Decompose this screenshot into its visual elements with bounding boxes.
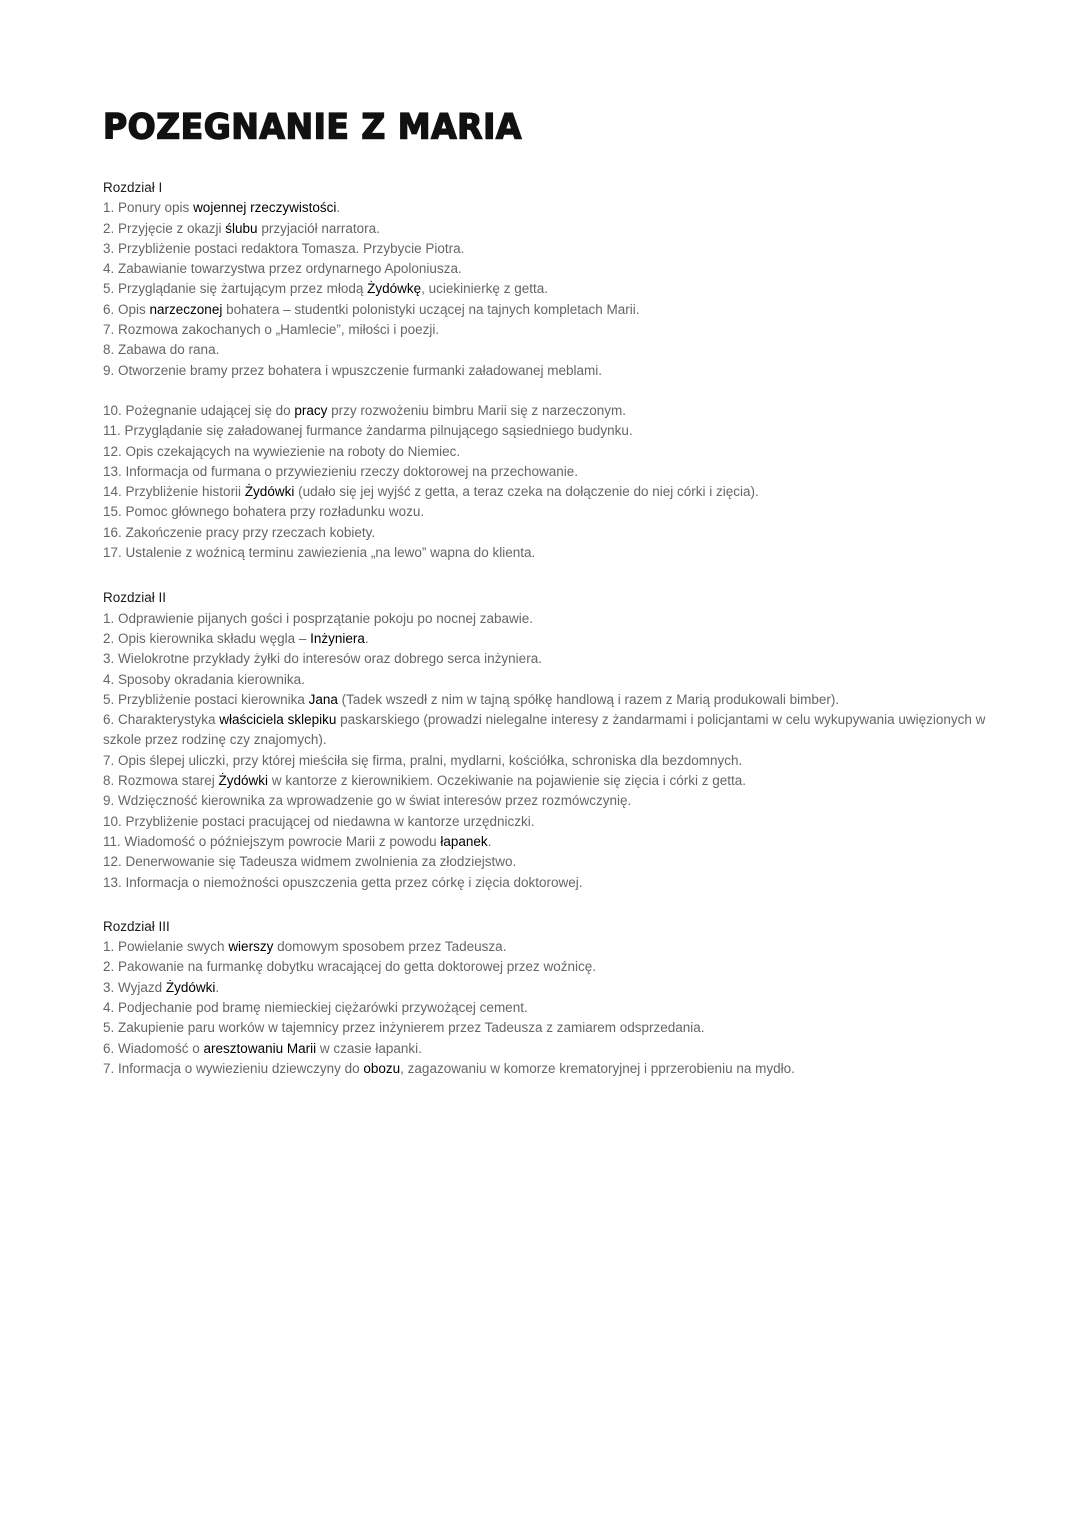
item-text: . [487,833,492,849]
list-item [103,1018,993,1038]
list-item [103,259,993,279]
item-text: przy rozwożeniu bimbru Marii się z narzeczonym. [327,402,627,418]
item-text: 12. Opis czekających na wywiezienie na roboty do Niemiec. [103,443,461,459]
event-list [103,198,993,381]
list-item [103,832,993,852]
emphasized-term: Żydówki [218,773,269,789]
list-item [103,421,993,441]
list-item [103,873,993,893]
document-page [103,104,993,1079]
item-text: . [364,630,369,646]
list-item [103,852,993,872]
item-text: 11. Przyglądanie się załadowanej furmance żandarma pilnującego sąsiedniego budynku. [103,423,633,439]
list-item [103,300,993,320]
list-item [103,198,993,218]
item-text: 5. Przybliżenie postaci kierownika [103,691,309,707]
item-text: 4. Sposoby okradania kierownika. [103,671,305,687]
list-item [103,482,993,502]
emphasized-term: Żydówki [165,979,216,995]
list-item [103,690,993,710]
item-text: 3. Wyjazd [103,979,166,995]
item-text: 6. Charakterystyka [103,712,220,728]
list-item [103,937,993,957]
item-text: 7. Rozmowa zakochanych o „Hamlecie”, miłości i poezji. [103,322,440,338]
emphasized-term: Inżyniera [310,630,365,646]
item-text: 2. Przyjęcie z okazji [103,220,226,236]
list-item [103,502,993,522]
list-item [103,442,993,462]
item-text: 8. Zabawa do rana. [103,342,220,358]
emphasized-term: obozu [363,1060,401,1076]
item-text: 1. Powielanie swych [103,939,229,955]
emphasized-term: wierszy [228,939,274,955]
emphasized-term: Żydówkę [367,281,422,297]
item-text: 4. Zabawianie towarzystwa przez ordynarnego Apoloniusza. [103,261,462,277]
emphasized-term: pracy [294,402,328,418]
chapter-section [103,178,993,563]
item-text: 11. Wiadomość o późniejszym powrocie Marii z powodu [103,833,441,849]
item-text: 9. Otworzenie bramy przez bohatera i wpuszczenie furmanki załadowanej meblami. [103,362,602,378]
item-text: 7. Opis ślepej uliczki, przy której mieściła się firma, pralni, mydlarni, kościółka, schroniska dla bezdomnych. [103,752,743,768]
list-item [103,462,993,482]
item-text: 16. Zakończenie pracy przy rzeczach kobiety. [103,524,376,540]
item-text: domowym sposobem przez Tadeusza. [273,939,507,955]
item-text: 6. Opis [103,301,150,317]
item-text: 17. Ustalenie z woźnicą terminu zawiezienia „na lewo” wapna do klienta. [103,545,536,561]
list-item [103,523,993,543]
item-text: . [336,200,341,216]
paragraph-gap [103,381,993,401]
list-item [103,1039,993,1059]
item-text: 13. Informacja od furmana o przywiezieniu rzeczy doktorowej na przechowanie. [103,463,578,479]
chapter-heading: Rozdział I [103,180,163,195]
item-text: 8. Rozmowa starej [103,773,219,789]
list-item [103,279,993,299]
item-text: 6. Wiadomość o [103,1040,204,1056]
item-text: , uciekinierkę z getta. [421,281,548,297]
list-item [103,751,993,771]
item-text: 9. Wdzięczność kierownika za wprowadzenie go w świat interesów przez rozmówczynię. [103,793,632,809]
item-text: 12. Denerwowanie się Tadeusza widmem zwolnienia za złodziejstwo. [103,854,517,870]
item-text: 1. Ponury opis [103,200,194,216]
item-text: 1. Odprawienie pijanych gości i posprzątanie pokoju po nocnej zabawie. [103,610,534,626]
item-text: (Tadek wszedł z nim w tajną spółkę handlową i razem z Marią produkowali bimber). [337,691,840,707]
item-text: bohatera – studentki polonistyki uczącej na tajnych kompletach Marii. [222,301,640,317]
list-item [103,957,993,977]
emphasized-term: narzeczonej [149,301,223,317]
item-text: (udało się jej wyjść z getta, a teraz czeka na dołączenie do niej córki i zięcia). [294,484,759,500]
item-text: przyjaciół narratora. [257,220,380,236]
item-text: 5. Przyglądanie się żartującym przez młodą [103,281,368,297]
emphasized-term: łapanek [440,833,488,849]
emphasized-term: ślubu [225,220,258,236]
chapter-section [103,917,993,1079]
item-text: . [215,979,220,995]
chapter-gap [103,893,993,917]
emphasized-term: właściciela sklepiku [219,712,337,728]
event-list [103,609,993,893]
item-text: 10. Przybliżenie postaci pracującej od niedawna w kantorze urzędniczki. [103,813,535,829]
emphasized-term: wojennej rzeczywistości [193,200,337,216]
event-list [103,401,993,563]
chapter-heading: Rozdział II [103,590,167,606]
title-spacer [103,148,993,178]
emphasized-term: Żydówki [244,484,295,500]
list-item [103,771,993,791]
list-item [103,978,993,998]
item-text: 10. Pożegnanie udającej się do [103,402,295,418]
item-text: 2. Pakowanie na furmankę dobytku wracającej do getta doktorowej przez woźnicę. [103,959,597,975]
item-text: 13. Informacja o niemożności opuszczenia getta przez córkę i zięcia doktorowej. [103,874,583,890]
list-item [103,543,993,563]
list-item [103,401,993,421]
item-text: paskarskiego (prowadzi nielegalne interesy z żandarmami i policjantami w celu wykupywania uwięzionych w szkole przez rodzinę czy znajomych). [103,712,986,748]
chapter-section [103,588,993,892]
list-item [103,219,993,239]
item-text: w kantorze z kierownikiem. Oczekiwanie na pojawienie się zięcia i córki z getta. [268,773,747,789]
list-item [103,340,993,360]
event-list [103,937,993,1079]
list-item [103,670,993,690]
page-title: POZEGNANIE Z MARIA [103,106,522,148]
item-text: 7. Informacja o wywiezieniu dziewczyny do [103,1060,364,1076]
list-item [103,791,993,811]
list-item [103,239,993,259]
item-text: 15. Pomoc głównego bohatera przy rozładunku wozu. [103,504,425,520]
list-item [103,320,993,340]
item-text: 5. Zakupienie paru worków w tajemnicy przez inżynierem przez Tadeusza z zamiarem odsprzedania. [103,1020,705,1036]
list-item [103,629,993,649]
list-item [103,1059,993,1079]
emphasized-term: Jana [308,691,338,707]
chapter-gap [103,563,993,588]
list-item [103,649,993,669]
list-item [103,609,993,629]
item-text: 3. Wielokrotne przykłady żyłki do interesów oraz dobrego serca inżyniera. [103,651,542,667]
item-text: 14. Przybliżenie historii [103,484,245,500]
item-text: 2. Opis kierownika składu węgla – [103,630,311,646]
emphasized-term: aresztowaniu Marii [203,1040,317,1056]
list-item [103,812,993,832]
chapters-container [103,178,993,1079]
list-item [103,710,993,751]
item-text: 4. Podjechanie pod bramę niemieckiej ciężarówki przywożącej cement. [103,999,528,1015]
item-text: , zagazowaniu w komorze krematoryjnej i pprzerobieniu na mydło. [400,1060,795,1076]
item-text: 3. Przybliżenie postaci redaktora Tomasza. Przybycie Piotra. [103,240,465,256]
chapter-heading: Rozdział III [103,918,170,934]
list-item [103,998,993,1018]
list-item [103,361,993,381]
item-text: w czasie łapanki. [316,1040,422,1056]
